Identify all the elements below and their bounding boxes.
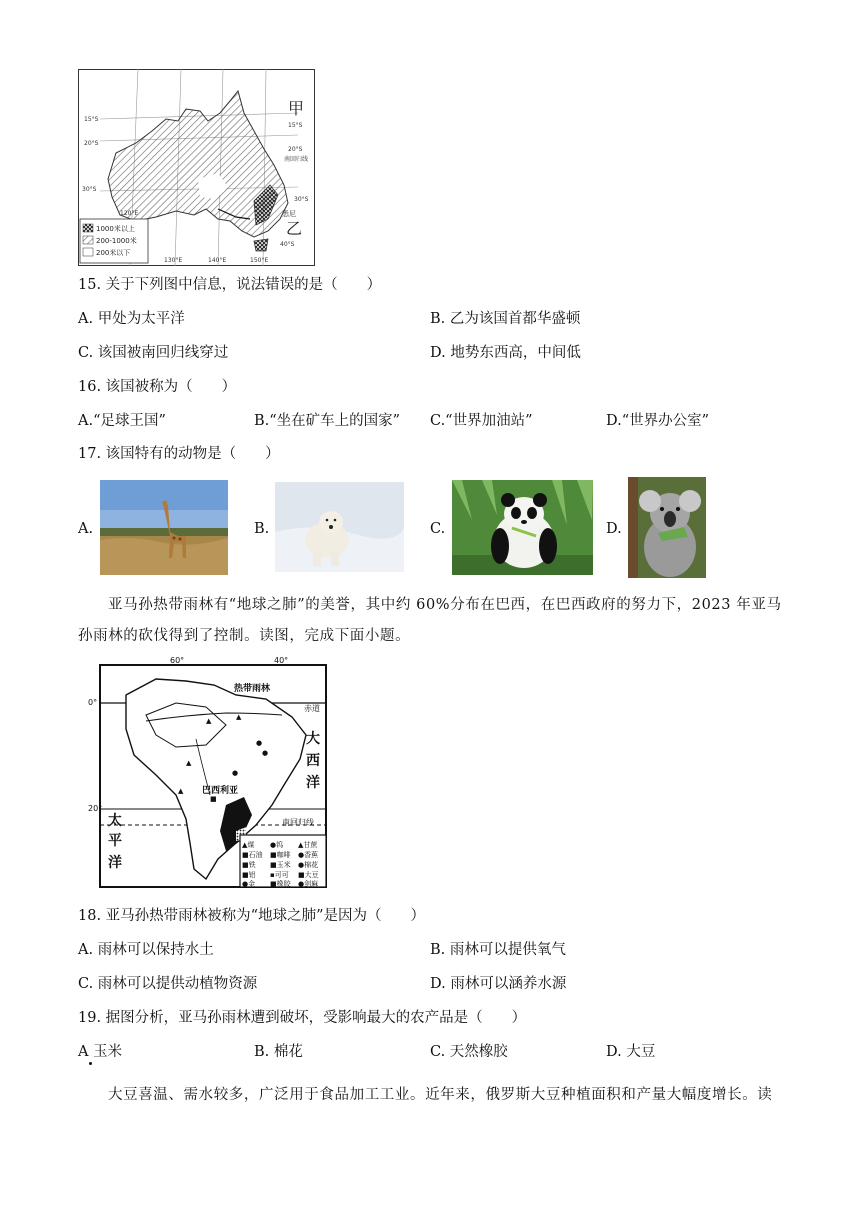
- ocean-pacific: 太: [108, 813, 122, 829]
- svg-text:●钨: ●钨: [270, 841, 284, 849]
- giraffe-image: [100, 480, 228, 575]
- svg-text:■玉米: ■玉米: [270, 861, 291, 869]
- q16-option-c[interactable]: C.“世界加油站”: [430, 413, 533, 429]
- lon-label: 60°: [170, 656, 185, 665]
- lon-label: 140°E: [208, 257, 227, 264]
- svg-text:■铝: ■铝: [242, 871, 256, 879]
- q19-stem: 19. 据图分析，亚马孙雨林遭到破坏，受影响最大的农产品是（ ）: [78, 1010, 527, 1026]
- map2-legend: [240, 835, 326, 888]
- lat-label: 30°S: [82, 186, 97, 193]
- q15-option-a[interactable]: A. 甲处为太平洋: [78, 311, 185, 327]
- koala-image: [628, 477, 706, 578]
- svg-text:■橡胶: ■橡胶: [270, 880, 291, 888]
- svg-text:●剑麻: ●剑麻: [298, 880, 319, 888]
- q15-option-d[interactable]: D. 地势东西高，中间低: [430, 345, 581, 361]
- south-america-map: [86, 655, 331, 891]
- australia-map: [78, 69, 315, 266]
- svg-text:洋: 洋: [108, 855, 122, 871]
- svg-text:西: 西: [306, 753, 320, 769]
- passage1-line2: 孙雨林的砍伐得到了控制。读图，完成下面小题。: [78, 628, 411, 644]
- panda-image: [452, 480, 593, 575]
- passage1-line1: 亚马孙热带雨林有“地球之肺”的美誉，其中约 60%分布在巴西，在巴西政府的努力下，2023 年亚马: [108, 597, 782, 613]
- svg-text:■石油: ■石油: [242, 851, 263, 859]
- label-jia: 甲: [288, 99, 305, 118]
- svg-text:●香蕉: ●香蕉: [298, 851, 319, 859]
- q19-option-d[interactable]: D. 大豆: [606, 1044, 656, 1060]
- q17-option-a[interactable]: A.: [78, 521, 94, 537]
- q17-option-c[interactable]: C.: [430, 521, 446, 537]
- svg-text:■咖啡: ■咖啡: [270, 851, 291, 859]
- label-rainforest: 热带雨林: [234, 684, 271, 694]
- svg-text:■: ■: [210, 795, 217, 803]
- label-sydney: 悉尼: [282, 210, 296, 218]
- lat-label: 20°S: [84, 140, 99, 147]
- svg-text:●金: ●金: [242, 880, 256, 888]
- q19-option-a[interactable]: A 玉米: [78, 1044, 123, 1060]
- q16-option-b[interactable]: B.“坐在矿车上的国家”: [254, 413, 401, 429]
- svg-text:▲煤: ▲煤: [242, 841, 255, 849]
- svg-text:▲: ▲: [178, 787, 184, 795]
- q18-option-b[interactable]: B. 雨林可以提供氧气: [430, 942, 566, 958]
- lon-label: 40°: [274, 656, 289, 665]
- q18-option-c[interactable]: C. 雨林可以提供动植物资源: [78, 976, 258, 992]
- label-equator: 赤道: [304, 704, 320, 713]
- lat-label: 20°: [88, 804, 103, 813]
- q16-option-a[interactable]: A.“足球王国”: [78, 413, 166, 429]
- q15-option-c[interactable]: C. 该国被南回归线穿过: [78, 345, 229, 361]
- svg-text:●: ●: [262, 749, 269, 757]
- lat-label: 40°S: [280, 241, 295, 248]
- q17-option-d[interactable]: D.: [606, 521, 622, 537]
- svg-text:洋: 洋: [306, 775, 320, 791]
- map-legend: [80, 219, 148, 263]
- passage2-line1: 大豆喜温、需水较多，广泛用于食品加工工业。近年来，俄罗斯大豆种植面积和产量大幅度增长。读: [108, 1087, 773, 1103]
- lat-label: 15°S: [84, 116, 99, 123]
- lon-label: 130°E: [164, 257, 183, 264]
- lon-label: 120°E: [120, 210, 139, 217]
- label-yi: 乙: [286, 219, 303, 238]
- q16-option-d[interactable]: D.“世界办公室”: [606, 413, 710, 429]
- lon-label: 150°E: [250, 257, 269, 264]
- lat-label: 30°S: [294, 196, 309, 203]
- ocean-atlantic: 大: [306, 731, 320, 747]
- svg-text:200米以下: 200米以下: [96, 249, 131, 257]
- svg-text:▲: ▲: [206, 717, 212, 725]
- svg-text:平: 平: [108, 833, 122, 849]
- label-tropic: 南回归线: [282, 818, 314, 827]
- lat-label: 15°S: [288, 122, 303, 129]
- q17-stem: 17. 该国特有的动物是（ ）: [78, 446, 280, 462]
- svg-text:■铁: ■铁: [242, 861, 256, 869]
- lat-label: 0°: [88, 698, 98, 707]
- lat-label: 20°S: [288, 146, 303, 153]
- q19-option-c[interactable]: C. 天然橡胶: [430, 1044, 508, 1060]
- q18-option-d[interactable]: D. 雨林可以涵养水源: [430, 976, 567, 992]
- dot-mark: [89, 1062, 92, 1065]
- label-brasilia: 巴西利亚: [202, 786, 239, 796]
- q17-option-b[interactable]: B.: [254, 521, 270, 537]
- svg-text:●棉花: ●棉花: [298, 861, 319, 869]
- svg-text:▲: ▲: [236, 713, 242, 721]
- svg-text:▲: ▲: [186, 759, 192, 767]
- q18-stem: 18. 亚马孙热带雨林被称为“地球之肺”是因为（ ）: [78, 908, 425, 924]
- svg-text:▪可可: ▪可可: [270, 871, 289, 879]
- q18-option-a[interactable]: A. 雨林可以保持水土: [78, 942, 214, 958]
- svg-text:■大豆: ■大豆: [298, 871, 319, 879]
- q19-option-b[interactable]: B. 棉花: [254, 1044, 303, 1060]
- svg-text:▲甘蔗: ▲甘蔗: [298, 841, 318, 849]
- svg-text:●: ●: [256, 739, 263, 747]
- tropic-label: 南回归线: [284, 156, 309, 163]
- svg-text:200-1000米: 200-1000米: [96, 237, 137, 245]
- svg-text:●: ●: [232, 769, 239, 777]
- svg-text:1000米以上: 1000米以上: [96, 225, 135, 233]
- polar-bear-image: [275, 482, 404, 572]
- q16-stem: 16. 该国被称为（ ）: [78, 379, 237, 395]
- q15-option-b[interactable]: B. 乙为该国首都华盛顿: [430, 311, 581, 327]
- q15-stem: 15. 关于下列图中信息，说法错误的是（ ）: [78, 277, 382, 293]
